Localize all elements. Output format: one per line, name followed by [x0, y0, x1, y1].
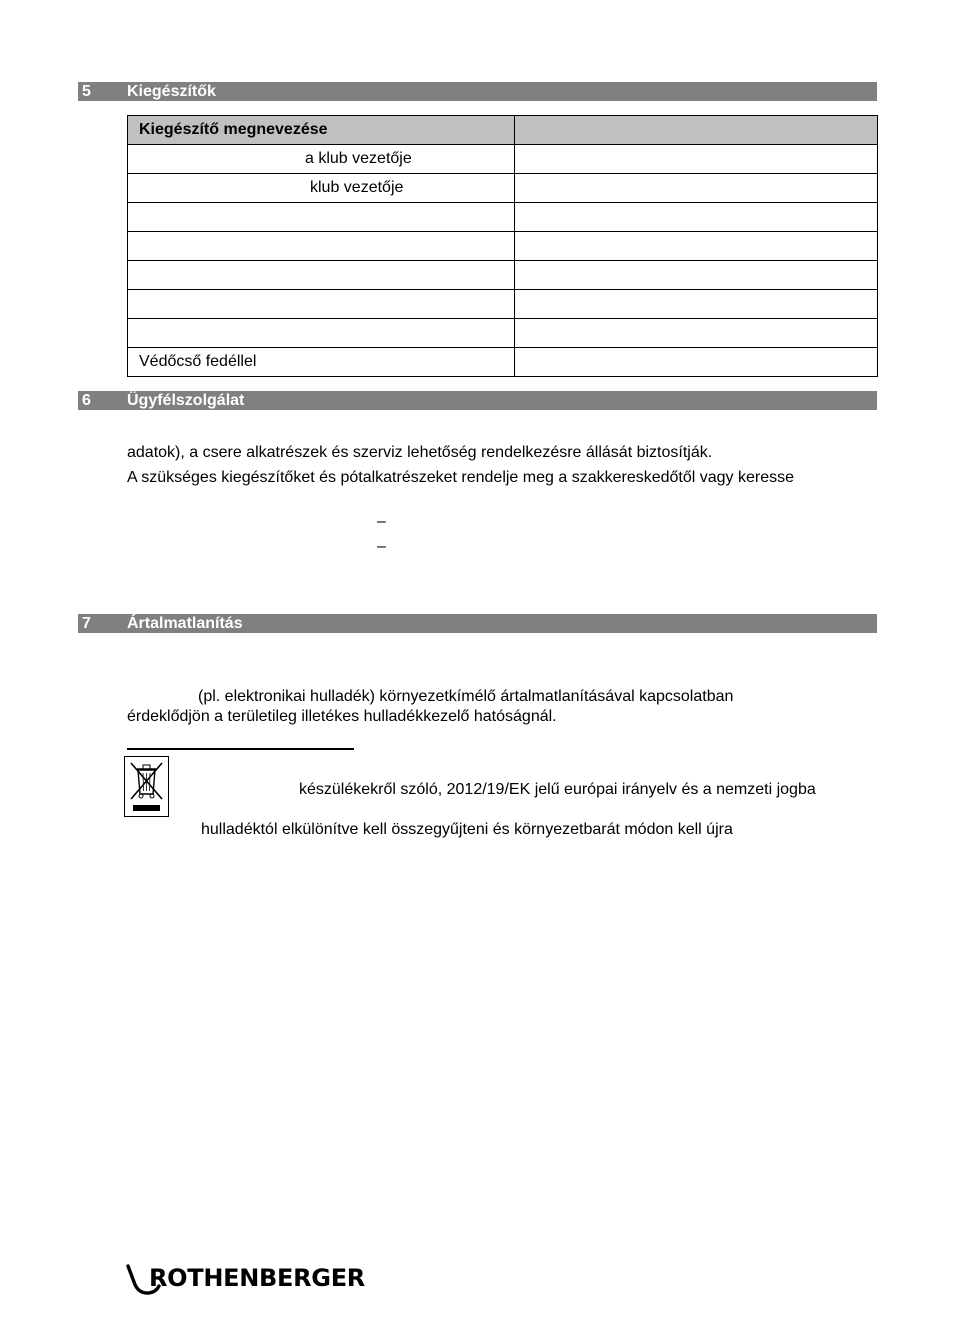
table-cell: [128, 232, 515, 261]
table-row: [128, 232, 878, 261]
table-header-name: Kiegészítő megnevezése: [128, 116, 515, 145]
table-row: [128, 348, 878, 377]
list-dash: –: [377, 513, 386, 530]
table-cell: [515, 290, 878, 319]
service-paragraph-line: A szükséges kiegészítőket és pótalkatrészeket rendelje meg a szakkereskedőtől vagy keresse: [127, 469, 795, 486]
weee-paragraph-line: hulladéktól elkülönítve kell összegyűjteni és környezetbarát módon kell újra: [201, 821, 733, 838]
weee-paragraph-line: készülékekről szóló, 2012/19/EK jelű európai irányelv és a nemzeti jogba: [299, 781, 816, 798]
list-dash: –: [377, 538, 386, 555]
table-cell: [128, 261, 515, 290]
table-row: [128, 145, 878, 174]
table-cell: [128, 290, 515, 319]
disposal-paragraph-line: (pl. elektronikai hulladék) környezetkímélő ártalmatlanításával kapcsolatban: [198, 688, 734, 705]
separator-rule: [127, 748, 354, 750]
section-title: Ügyfélszolgálat: [127, 392, 245, 409]
table-cell: [128, 174, 515, 203]
service-paragraph-line: adatok), a csere alkatrészek és szerviz lehetőség rendelkezésre állását biztosítják.: [127, 444, 713, 461]
disposal-paragraph-line: érdeklődjön a területileg illetékes hulladékkezelő hatóságnál.: [127, 708, 557, 725]
table-cell: [515, 348, 878, 377]
table-cell: Védőcső fedéllel: [128, 348, 515, 377]
accessories-table: [127, 115, 878, 377]
section-header-customer-service: [78, 391, 877, 410]
table-cell: [128, 145, 515, 174]
table-cell: [515, 203, 878, 232]
cell-text: klub vezetője: [310, 179, 404, 196]
table-cell: [515, 261, 878, 290]
section-header-disposal: [78, 614, 877, 633]
table-cell: [128, 203, 515, 232]
section-title: Ártalmatlanítás: [127, 615, 243, 632]
table-row: [128, 290, 878, 319]
table-header-row: [128, 116, 878, 145]
table-cell: [515, 174, 878, 203]
table-row: [128, 174, 878, 203]
table-cell: [128, 319, 515, 348]
table-row: [128, 319, 878, 348]
section-number: 7: [82, 615, 91, 632]
table-header-extra: [515, 116, 878, 145]
weee-crossed-bin-icon: [124, 756, 169, 817]
table-row: [128, 203, 878, 232]
table-cell: [515, 145, 878, 174]
section-number: 5: [82, 83, 91, 100]
table-row: [128, 261, 878, 290]
cell-text: a klub vezetője: [305, 150, 412, 167]
rothenberger-logo: [125, 1262, 365, 1298]
brand-name: ROTHENBERGER: [149, 1264, 365, 1292]
section-header-accessories: [78, 82, 877, 101]
table-cell: [515, 232, 878, 261]
section-title: Kiegészítők: [127, 83, 216, 100]
section-number: 6: [82, 392, 91, 409]
table-cell: [515, 319, 878, 348]
